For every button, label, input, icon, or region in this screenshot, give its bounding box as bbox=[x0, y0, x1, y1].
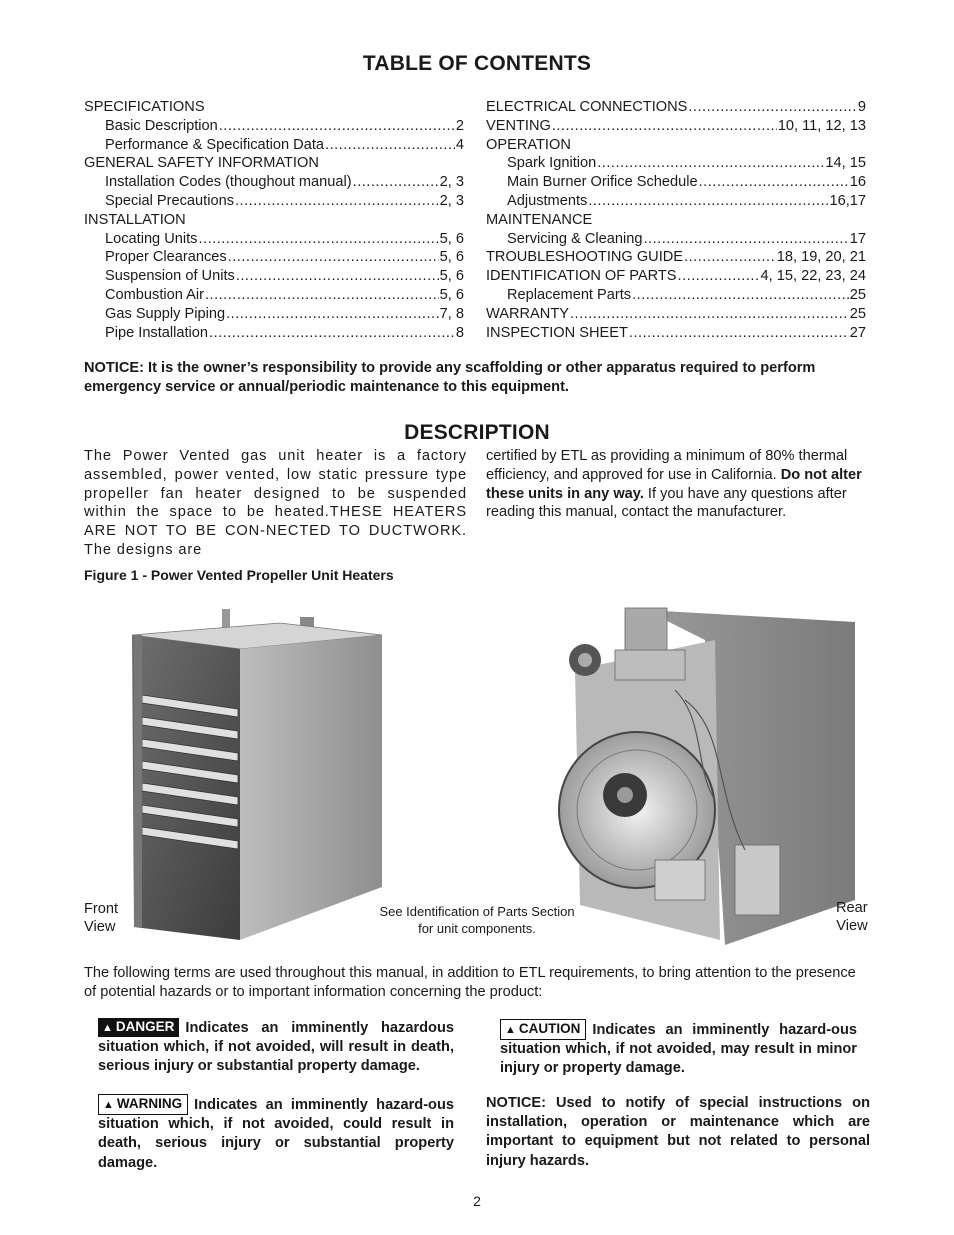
rear-view-label bbox=[836, 899, 868, 935]
toc-leader-dots bbox=[198, 230, 438, 249]
toc-entry-label: Combustion Air bbox=[105, 286, 204, 303]
toc-entry-label: ELECTRICAL CONNECTIONS bbox=[486, 99, 688, 115]
toc-entry-label: VENTING bbox=[486, 117, 551, 134]
toc-entry-label: Installation Codes (thoughout manual) bbox=[105, 174, 352, 191]
danger-label: DANGER bbox=[115, 1019, 175, 1034]
toc-leader-dots bbox=[570, 305, 849, 324]
toc-entry-page: 2, 3 bbox=[439, 174, 464, 191]
toc-entry bbox=[486, 324, 866, 343]
danger-signal-word bbox=[98, 1018, 179, 1037]
toc-entry-page: 27 bbox=[849, 324, 866, 341]
front-view-label bbox=[84, 900, 118, 936]
toc-leader-dots bbox=[228, 248, 439, 267]
front-label-line-1: Front bbox=[84, 901, 119, 917]
toc-entry bbox=[486, 154, 866, 173]
warning-triangle-icon: ▲ bbox=[103, 1099, 114, 1111]
toc-entry-label: TROUBLESHOOTING GUIDE bbox=[486, 249, 684, 266]
toc-entry-label: Pipe Installation bbox=[105, 324, 209, 341]
toc-leader-dots bbox=[588, 192, 828, 211]
toc-leader-dots bbox=[552, 117, 777, 136]
caution-definition bbox=[500, 1019, 857, 1079]
toc-entry-page: 7, 8 bbox=[439, 305, 464, 322]
toc-right-column bbox=[486, 98, 866, 342]
toc-entry-label: Gas Supply Piping bbox=[105, 305, 226, 322]
toc-entry bbox=[84, 230, 464, 249]
toc-entry-page: 4 bbox=[455, 136, 464, 153]
toc-entry bbox=[84, 324, 464, 343]
toc-entry-label: SPECIFICATIONS bbox=[84, 99, 205, 115]
toc-entry-label: Adjustments bbox=[507, 192, 588, 209]
caution-text: Indicates an imminently hazard-ous situation which, if not avoided, may result in minor injury or property damage. bbox=[500, 1022, 857, 1077]
toc-entry-page: 5, 6 bbox=[439, 286, 464, 303]
toc-entry bbox=[486, 117, 866, 136]
toc-entry-label: WARRANTY bbox=[486, 305, 569, 322]
toc-left-column bbox=[84, 98, 464, 342]
toc-entry-label: Locating Units bbox=[105, 230, 198, 247]
parts-note-line-2: for unit components. bbox=[418, 921, 536, 936]
description-right-text bbox=[486, 447, 870, 522]
toc-entry-page: 10, 11, 12, 13 bbox=[777, 117, 866, 134]
toc-leader-dots bbox=[325, 136, 455, 155]
toc-entry-page: 17 bbox=[849, 230, 866, 247]
toc-entry bbox=[486, 230, 866, 249]
warning-text: Indicates an imminently hazard-ous situation which, if not avoided, could result in death, serious injury or substantial property damage. bbox=[98, 1097, 454, 1171]
toc-leader-dots bbox=[688, 98, 857, 117]
toc-entry-label: GENERAL SAFETY INFORMATION bbox=[84, 155, 319, 172]
toc-entry-page: 25 bbox=[849, 305, 866, 322]
description-right-part-1: certified by ETL as providing a minimum of 80% thermal efficiency, and approved for use in California. bbox=[486, 448, 848, 483]
description-right-part-2: If you have any questions after reading this manual, contact the manufacturer. bbox=[486, 485, 847, 521]
toc-leader-dots bbox=[209, 324, 455, 343]
toc-entry bbox=[84, 136, 464, 155]
toc-entry bbox=[84, 267, 464, 286]
toc-leader-dots bbox=[235, 192, 439, 211]
rear-view-heater-image bbox=[555, 600, 860, 945]
warning-triangle-icon: ▲ bbox=[102, 1022, 113, 1034]
page-number: 2 bbox=[473, 1193, 481, 1209]
toc-entry-page: 5, 6 bbox=[439, 249, 464, 266]
toc-entry-label: INSPECTION SHEET bbox=[486, 324, 628, 341]
description-right-bold: Do not alter these units in any way. bbox=[486, 466, 862, 502]
description-title: DESCRIPTION bbox=[404, 421, 550, 444]
parts-section-note bbox=[368, 903, 586, 937]
toc-entry-label: Spark Ignition bbox=[507, 155, 597, 172]
parts-note-line-1: See Identification of Parts Section bbox=[379, 904, 575, 919]
toc-entry bbox=[84, 248, 464, 267]
toc-leader-dots bbox=[353, 173, 439, 192]
toc-entry-label: INSTALLATION bbox=[84, 211, 186, 228]
terms-intro-text: The following terms are used throughout this manual, in addition to ETL requirements, to bring attention to the presence of potential hazards or to important information concerning the product: bbox=[84, 965, 856, 1000]
toc-leader-dots bbox=[597, 154, 824, 173]
description-left-text: The Power Vented gas unit heater is a factory assembled, power vented, low static pressure type propeller fan heater designed to be suspended within the space to be heated.THESE HEATERS ARE NOT TO BE CON-NECTED TO DUCTWORK. The designs are bbox=[84, 448, 467, 558]
toc-entry-page: 9 bbox=[857, 99, 866, 115]
rear-label-line-1: Rear bbox=[836, 900, 868, 916]
toc-leader-dots bbox=[629, 324, 849, 343]
toc-entry bbox=[486, 267, 866, 286]
toc-entry-page: 16,17 bbox=[829, 192, 866, 209]
toc-entry bbox=[84, 305, 464, 324]
notice-definition: NOTICE: Used to notify of special instructions on installation, operation or maintenance which are important to equipment but not related to personal injury hazards. bbox=[486, 1095, 870, 1169]
toc-entry bbox=[84, 173, 464, 192]
caution-signal-word bbox=[500, 1019, 586, 1040]
toc-entry-page: 14, 15 bbox=[825, 155, 866, 172]
danger-text: Indicates an imminently hazardous situation which, if not avoided, will result in death, serious injury or substantial property damage. bbox=[98, 1020, 454, 1075]
toc-entry bbox=[486, 211, 866, 230]
toc-leader-dots bbox=[684, 248, 776, 267]
toc-entry-label: IDENTIFICATION OF PARTS bbox=[486, 268, 677, 285]
front-label-line-2: View bbox=[84, 919, 116, 935]
toc-leader-dots bbox=[236, 267, 439, 286]
toc-title: TABLE OF CONTENTS bbox=[362, 52, 592, 75]
toc-entry-page: 8 bbox=[455, 324, 464, 341]
toc-entry-page: 5, 6 bbox=[439, 268, 464, 285]
owner-responsibility-notice: NOTICE: It is the owner’s responsibility to provide any scaffolding or other apparatus required to perform emergency service or annual/periodic maintenance to this equipment. bbox=[84, 360, 816, 395]
toc-leader-dots bbox=[219, 117, 455, 136]
toc-entry-label: Suspension of Units bbox=[105, 268, 235, 285]
toc-entry bbox=[486, 286, 866, 305]
toc-entry-page: 4, 15, 22, 23, 24 bbox=[760, 268, 866, 285]
toc-entry-page: 2, 3 bbox=[439, 192, 464, 209]
toc-entry-page: 25 bbox=[849, 286, 866, 303]
toc-leader-dots bbox=[643, 230, 848, 249]
toc-entry bbox=[486, 192, 866, 211]
toc-leader-dots bbox=[205, 286, 439, 305]
toc-entry-page: 2 bbox=[455, 117, 464, 134]
toc-entry bbox=[486, 305, 866, 324]
toc-entry bbox=[84, 211, 464, 230]
toc-entry bbox=[84, 286, 464, 305]
toc-entry bbox=[486, 248, 866, 267]
figure-caption: Figure 1 - Power Vented Propeller Unit Heaters bbox=[84, 567, 394, 583]
toc-leader-dots bbox=[678, 267, 760, 286]
toc-entry-page: 5, 6 bbox=[439, 230, 464, 247]
toc-entry-page: 16 bbox=[849, 174, 866, 191]
toc-entry bbox=[84, 98, 464, 117]
warning-label: WARNING bbox=[116, 1096, 183, 1111]
rear-label-line-2: View bbox=[836, 918, 868, 934]
toc-entry bbox=[84, 154, 464, 173]
caution-label: CAUTION bbox=[518, 1021, 581, 1036]
toc-leader-dots bbox=[699, 173, 849, 192]
toc-entry bbox=[486, 173, 866, 192]
toc-entry bbox=[84, 192, 464, 211]
toc-entry-label: Main Burner Orifice Schedule bbox=[507, 174, 698, 191]
warning-triangle-icon: ▲ bbox=[505, 1024, 516, 1036]
danger-definition bbox=[98, 1018, 454, 1077]
toc-entry-page: 18, 19, 20, 21 bbox=[776, 249, 866, 266]
toc-entry-label: Servicing & Cleaning bbox=[507, 230, 643, 247]
toc-entry-label: OPERATION bbox=[486, 136, 571, 153]
warning-signal-word bbox=[98, 1094, 188, 1115]
toc-entry-label: Basic Description bbox=[105, 117, 218, 134]
toc-entry-label: Special Precautions bbox=[105, 192, 234, 209]
toc-leader-dots bbox=[226, 305, 439, 324]
toc-entry bbox=[486, 98, 866, 117]
toc-entry bbox=[84, 117, 464, 136]
toc-entry-label: MAINTENANCE bbox=[486, 211, 593, 228]
toc-entry-label: Proper Clearances bbox=[105, 249, 227, 266]
toc-entry bbox=[486, 136, 866, 155]
toc-entry-label: Replacement Parts bbox=[507, 286, 632, 303]
toc-leader-dots bbox=[632, 286, 849, 305]
front-view-heater-image bbox=[120, 605, 395, 945]
toc-entry-label: Performance & Specification Data bbox=[105, 136, 325, 153]
warning-definition bbox=[98, 1094, 454, 1173]
